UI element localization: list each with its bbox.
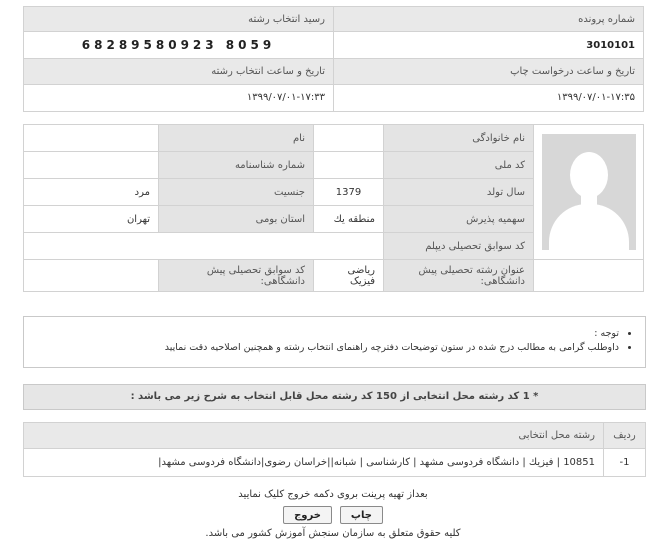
- avatar-body-icon: [549, 204, 629, 250]
- last-name-value: [314, 125, 384, 152]
- row-field-value: 10851 | فیزیك | دانشگاه فردوسی مشهد | كارشناسی | شبانه||خراسان رضوی|دانشگاه فردوسی مشهد|: [24, 449, 604, 477]
- preuni-code-label: کد سوابق تحصیلی پیش دانشگاهی:: [159, 260, 314, 292]
- exit-instruction: بعداز تهیه پرینت بروی دکمه خروج کلیک نمایید: [238, 489, 428, 500]
- preuni-code-value: [24, 260, 159, 292]
- exit-button[interactable]: خروج: [283, 506, 332, 524]
- personal-info-table: [23, 124, 644, 291]
- photo-cell: [534, 125, 644, 260]
- last-name-label: نام خانوادگی: [384, 125, 534, 152]
- receipt-label: رسید انتخاب رشته: [24, 7, 334, 32]
- file-number: 3010101: [334, 32, 644, 59]
- print-button[interactable]: چاپ: [340, 506, 383, 524]
- choices-table: [23, 422, 646, 476]
- preuni-field-label: عنوان رشته تحصیلی پیش دانشگاهی:: [384, 260, 534, 292]
- first-name-label: نام: [159, 125, 314, 152]
- id-number-label: شماره شناسنامه: [159, 152, 314, 179]
- avatar: [542, 134, 636, 250]
- national-code-label: کد ملی: [384, 152, 534, 179]
- native-province-label: استان بومی: [159, 206, 314, 233]
- footer: [0, 487, 666, 541]
- file-number-label: شماره پرونده: [334, 7, 644, 32]
- print-datetime: ۱۳۹۹/۰۷/۰۱-۱۷:۳۵: [334, 84, 644, 111]
- first-name-value: [24, 125, 159, 152]
- gender-label: جنسیت: [159, 179, 314, 206]
- birth-year-value: 1379: [314, 179, 384, 206]
- column-header-row: ردیف: [604, 423, 646, 449]
- quota-value: منطقه یك: [314, 206, 384, 233]
- quota-label: سهمیه پذیرش: [384, 206, 534, 233]
- notice-text: • داوطلب گرامی به مطالب درج شده در ستون توضیحات دفترچه راهنمای انتخاب رشته و همچنین اصلاحیه دقت نمایید: [24, 341, 619, 355]
- print-datetime-label: تاریخ و ساعت درخواست چاپ: [334, 59, 644, 84]
- birth-year-label: سال تولد: [384, 179, 534, 206]
- copyright: کلیه حقوق متعلق به سازمان سنجش آموزش کشور می باشد.: [205, 528, 461, 539]
- tracking-code: 68289580923 8059: [24, 32, 334, 59]
- gender-value: مرد: [24, 179, 159, 206]
- selection-datetime-label: تاریخ و ساعت انتخاب رشته: [24, 59, 334, 84]
- column-header-field: رشته محل انتخابی: [24, 423, 604, 449]
- native-province-value: تهران: [24, 206, 159, 233]
- national-code-value: [314, 152, 384, 179]
- id-number-value: [24, 152, 159, 179]
- row-index: -1: [604, 449, 646, 477]
- receipt-header-table: [23, 6, 644, 112]
- selection-datetime: ۱۳۹۹/۰۷/۰۱-۱۷:۳۳: [24, 84, 334, 111]
- choices-summary: * 1 کد رشته محل انتخابی از 150 کد رشته محل قابل انتخاب به شرح زیر می باشد :: [23, 384, 646, 410]
- table-row: [24, 449, 646, 477]
- diploma-code-label: کد سوابق تحصیلی دیپلم: [384, 233, 534, 260]
- preuni-field-value: ریاضی فیزیک: [314, 260, 384, 292]
- notice-title: • توجه :: [24, 327, 619, 341]
- notice-box: [23, 316, 646, 368]
- diploma-code-value: [24, 233, 384, 260]
